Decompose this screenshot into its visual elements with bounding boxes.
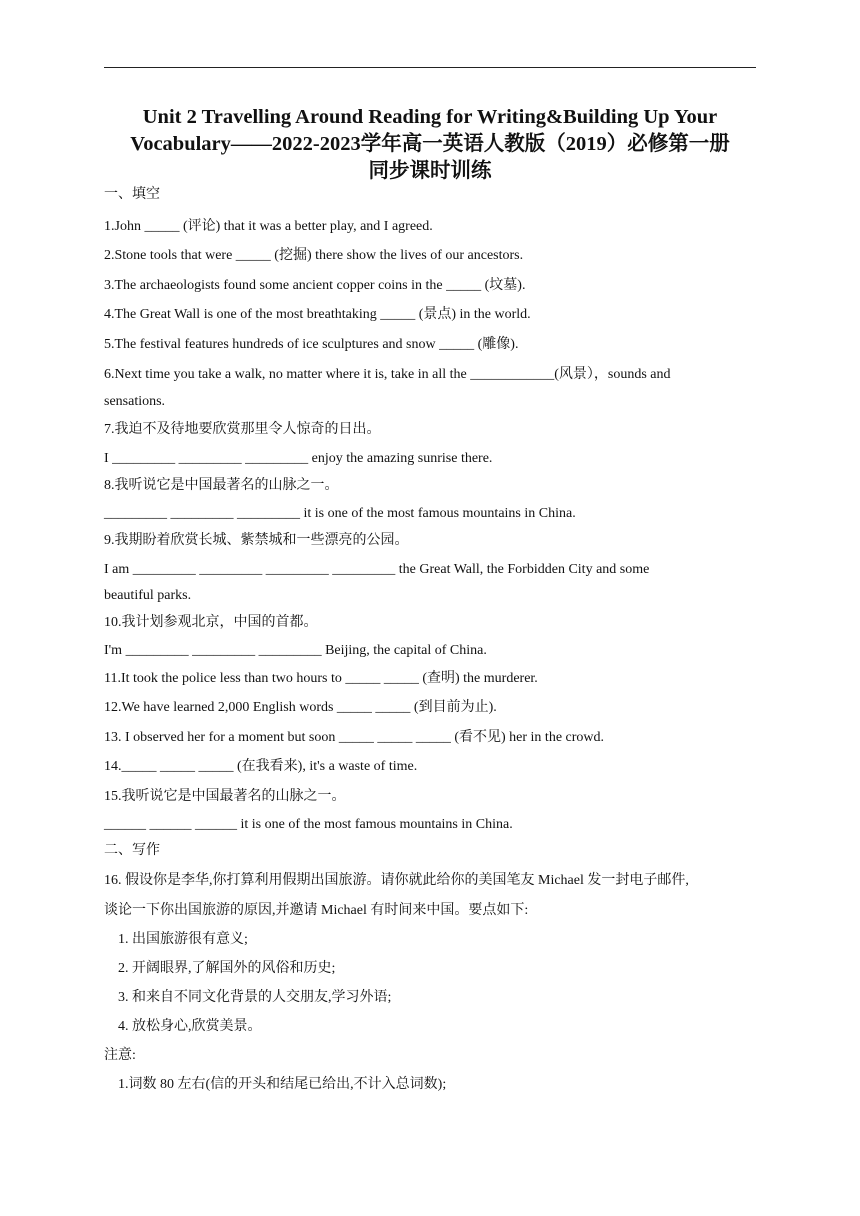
writing-point-4: 4. 放松身心,欣赏美景。: [118, 1019, 262, 1034]
question-9-answer-line: I am _________ _________ _________ _________ the Great Wall, the Forbidden City and some: [104, 562, 650, 577]
question-7-answer-line: I _________ _________ _________ enjoy the amazing sunrise there.: [104, 451, 493, 466]
section-heading-writing: 二、写作: [104, 843, 160, 858]
question-6: 6.Next time you take a walk, no matter where it is, take in all the ____________(风景），sounds and: [104, 367, 671, 382]
writing-point-3: 3. 和来自不同文化背景的人交朋友,学习外语;: [118, 990, 392, 1005]
question-8-prompt: 8.我听说它是中国最著名的山脉之一。: [104, 478, 339, 493]
writing-point-1: 1. 出国旅游很有意义;: [118, 932, 248, 947]
title-line-2: Vocabulary——2022-2023学年高一英语人教版（2019）必修第一册: [130, 133, 730, 155]
question-14: 14._____ _____ _____ (在我看来), it's a waste of time.: [104, 759, 418, 774]
question-16-line-1: 16. 假设你是李华,你打算利用假期出国旅游。请你就此给你的美国笔友 Michael 发一封电子邮件,: [104, 873, 689, 888]
question-2: 2.Stone tools that were _____ (挖掘) there show the lives of our ancestors.: [104, 248, 524, 263]
document-title: [104, 104, 756, 185]
question-1: 1.John _____ (评论) that it was a better play, and I agreed.: [104, 219, 433, 234]
question-7-prompt: 7.我迫不及待地要欣赏那里令人惊奇的日出。: [104, 422, 381, 437]
question-3: 3.The archaeologists found some ancient copper coins in the _____ (坟墓).: [104, 278, 526, 293]
header-rule: [104, 67, 756, 68]
question-9-continued: beautiful parks.: [104, 588, 192, 603]
question-12: 12.We have learned 2,000 English words _____ _____ (到目前为止).: [104, 700, 497, 715]
title-line-3: 同步课时训练: [368, 160, 492, 182]
note-heading: 注意:: [104, 1048, 136, 1063]
question-13: 13. I observed her for a moment but soon _____ _____ _____ (看不见) her in the crowd.: [104, 730, 605, 745]
question-4: 4.The Great Wall is one of the most breathtaking _____ (景点) in the world.: [104, 307, 531, 322]
question-15-prompt: 15.我听说它是中国最著名的山脉之一。: [104, 789, 346, 804]
question-10-prompt: 10.我计划参观北京，中国的首都。: [104, 615, 318, 630]
question-16-line-2: 谈论一下你出国旅游的原因,并邀请 Michael 有时间来中国。要点如下:: [104, 903, 529, 918]
title-line-1: Unit 2 Travelling Around Reading for Writing&Building Up Your: [142, 106, 718, 128]
question-6-continued: sensations.: [104, 394, 166, 409]
question-8-answer-line: _________ _________ _________ it is one of the most famous mountains in China.: [104, 506, 576, 521]
question-10-answer-line: I'm _________ _________ _________ Beijing, the capital of China.: [104, 643, 487, 658]
question-15-answer-line: ______ ______ ______ it is one of the most famous mountains in China.: [104, 817, 513, 832]
question-11: 11.It took the police less than two hours to _____ _____ (查明) the murderer.: [104, 671, 538, 686]
writing-point-2: 2. 开阔眼界,了解国外的风俗和历史;: [118, 961, 336, 976]
section-heading-fill-in: 一、填空: [104, 187, 160, 202]
question-5: 5.The festival features hundreds of ice sculptures and snow _____ (雕像).: [104, 337, 519, 352]
note-item-1: 1.词数 80 左右(信的开头和结尾已给出,不计入总词数);: [118, 1077, 447, 1092]
question-9-prompt: 9.我期盼着欣赏长城、紫禁城和一些漂亮的公园。: [104, 533, 409, 548]
